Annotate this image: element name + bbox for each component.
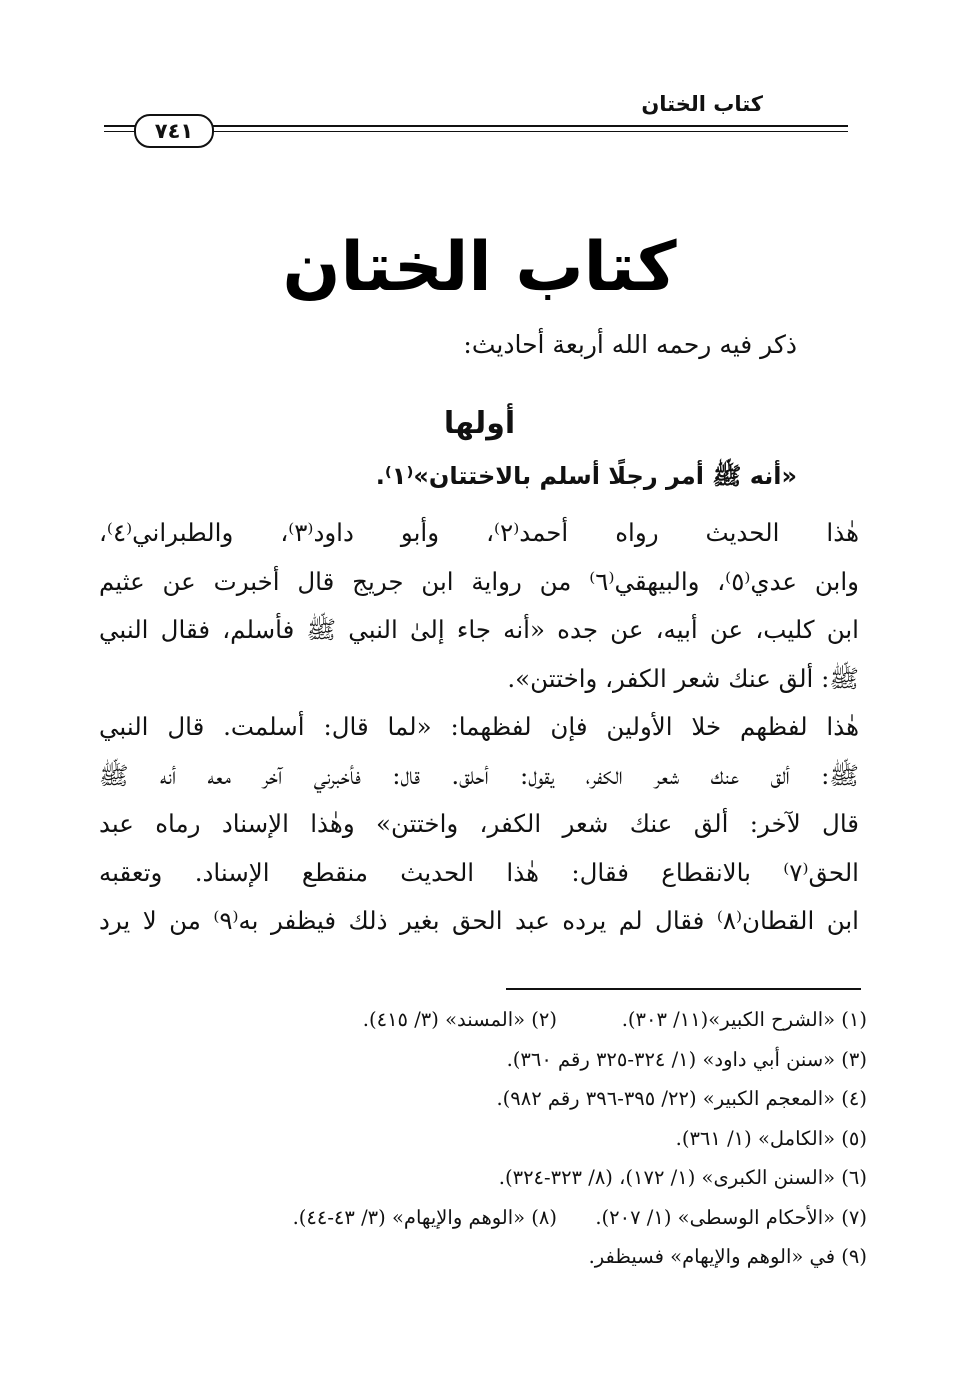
footnote: (٦) «السنن الكبرى» (١/ ١٧٢)، (٨/ ٣٢٣-٣٢٤). (498, 1166, 867, 1189)
footnote: (٤) «المعجم الكبير» (٢٢/ ٣٩٥-٣٩٦ رقم ٩٨٢). (496, 1087, 867, 1110)
footnote: (٥) «الكامل» (١/ ٣٦١). (675, 1126, 867, 1150)
paragraph-line: ﷺ: ألق عنك شعر الكفر، واختتن». (507, 663, 859, 693)
section-subheading: أولها (443, 406, 516, 441)
paragraph-line: ﷺ: ألق عنك شعر الكفر، يقول: أحلق. قال: فأخبرني آخر معه أنه ﷺ (99, 760, 859, 790)
footnote: (٢) «المسند» (٣/ ٤١٥). (362, 1008, 557, 1031)
footnote: (١) «الشرح الكبير»(١١/ ٣٠٣). (621, 1008, 867, 1031)
paragraph-line: قال لآخر: ألق عنك شعر الكفر، واختتن» وهٰذا الإسناد رماه عبد (99, 809, 859, 838)
paragraph-line: الحق⁽٧⁾ بالانقطاع فقال: هٰذا الحديث منقطع الإسناد. وتعقبه (99, 857, 859, 887)
paragraph-1 (99, 509, 859, 703)
paragraph-line: هٰذا الحديث رواه أحمد⁽٢⁾، وأبو داود⁽٣⁾، والطبراني⁽٤⁾، (99, 518, 859, 547)
paragraph-line: ابن القطان⁽٨⁾ فقال لم يرده عبد الحق بغير ذلك فيظفر به⁽٩⁾ من لا يرد (99, 906, 859, 935)
footnote-separator (506, 988, 861, 990)
paragraph-line: ابن كليب، عن أبيه، عن جده «أنه جاء إلىٰ النبي ﷺ فأسلم، فقال النبي (99, 615, 859, 644)
footnote: (٩) في «الوهم والإيهام» فسيظفر. (588, 1245, 867, 1268)
paragraph-2 (99, 703, 859, 946)
footnote: (٨) «الوهم والإيهام» (٣/ ٤٣-٤٤). (292, 1205, 557, 1229)
footnote-row (167, 1198, 867, 1238)
intro-text: ذكر فيه رحمه الله أربعة أحاديث: (463, 330, 797, 359)
chapter-title: كتاب الختان (282, 228, 677, 307)
footnote-row (167, 1000, 867, 1040)
header-rule-thin (104, 131, 848, 132)
footnote: (٣) «سنن أبي داود» (١/ ٣٢٤-٣٢٥ رقم ٣٦٠). (506, 1047, 867, 1071)
paragraph-line: وابن عدي⁽٥⁾، والبيهقي⁽٦⁾ من رواية ابن جريج قال أخبرت عن عثيم (99, 566, 859, 596)
header-rule (104, 125, 848, 127)
paragraph-line: هٰذا لفظهم خلا الأولين فإن لفظهما: «لما قال: أسلمت. قال النبي (99, 712, 859, 741)
footnotes (167, 1000, 867, 1277)
hadith-text: «أنه ﷺ أمر رجلًا أسلم بالاختتان»⁽١⁾. (375, 462, 797, 490)
footnote: (٧) «الأحكام الوسطى» (١/ ٢٠٧). (595, 1205, 867, 1229)
page-number: ٧٤١ (134, 114, 214, 148)
running-head-title: كتاب الختان (641, 92, 763, 116)
